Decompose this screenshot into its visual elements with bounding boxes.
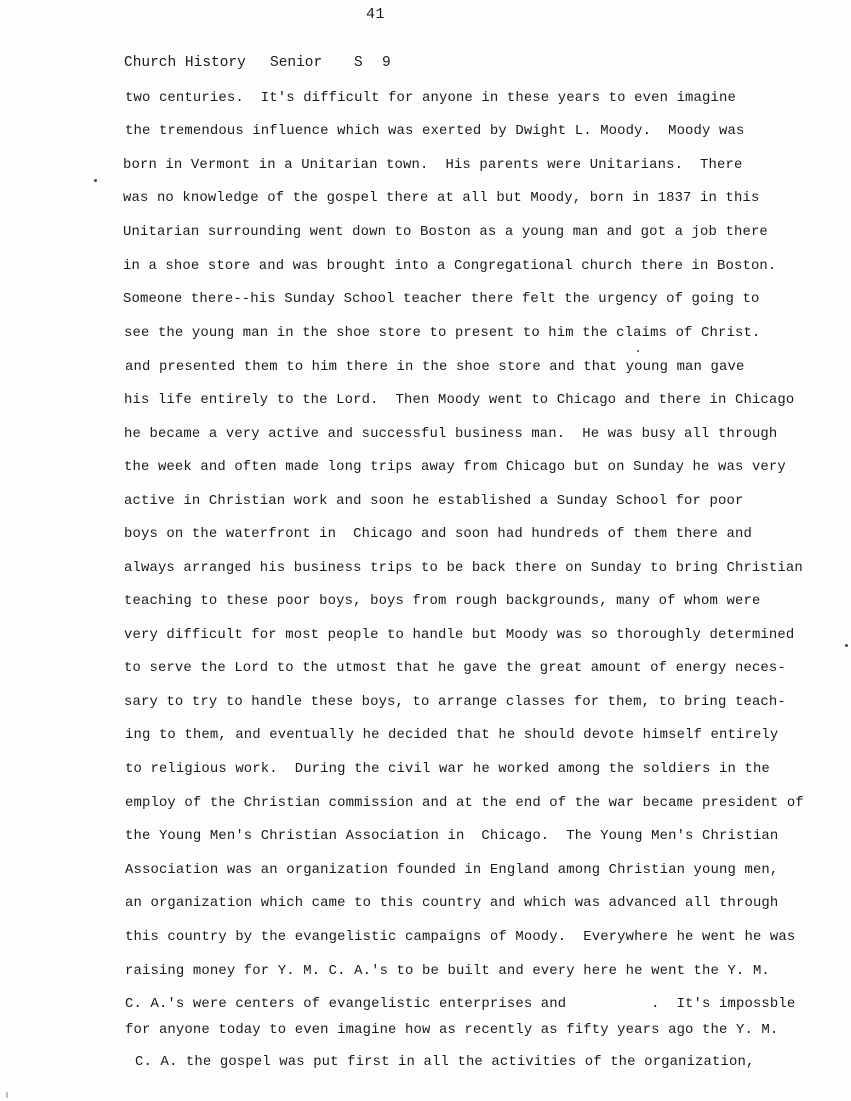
text-line: was no knowledge of the gospel there at all but Moody, born in 1837 in this — [123, 190, 760, 206]
page-number: 41 — [366, 6, 386, 23]
text-line: always arranged his business trips to be back there on Sunday to bring Christian — [124, 560, 803, 576]
stray-mark — [94, 179, 97, 182]
header-title: Church History — [124, 55, 246, 71]
header-level: Senior — [270, 55, 323, 71]
document-header — [124, 55, 391, 71]
text-line: and presented them to him there in the shoe store and that young man gave — [125, 359, 745, 375]
text-line: this country by the evangelistic campaigns of Moody. Everywhere he went he was — [125, 929, 796, 945]
text-line: ing to them, and eventually he decided that he should devote himself entirely — [125, 727, 779, 743]
text-line: the tremendous influence which was exerted by Dwight L. Moody. Moody was — [125, 123, 745, 139]
text-line: for anyone today to even imagine how as recently as fifty years ago the Y. M. — [125, 1022, 779, 1038]
text-line: active in Christian work and soon he established a Sunday School for poor — [124, 493, 744, 509]
text-line: Association was an organization founded in England among Christian young men, — [125, 862, 779, 878]
text-line: two centuries. It's difficult for anyone in these years to even imagine — [125, 90, 736, 106]
text-line: Unitarian surrounding went down to Boston as a young man and got a job there — [123, 224, 768, 240]
text-line: the week and often made long trips away from Chicago but on Sunday he was very — [124, 459, 786, 475]
header-section-number: 9 — [382, 55, 391, 71]
text-line: born in Vermont in a Unitarian town. His parents were Unitarians. There — [123, 157, 743, 173]
text-line: Someone there--his Sunday School teacher there felt the urgency of going to — [123, 291, 760, 307]
header-section-letter: S — [354, 55, 363, 71]
text-line: to serve the Lord to the utmost that he gave the great amount of energy neces- — [124, 660, 786, 676]
stray-mark — [637, 350, 639, 352]
text-line: to religious work. During the civil war he worked among the soldiers in the — [125, 761, 770, 777]
stray-mark — [6, 1092, 8, 1098]
text-line: his life entirely to the Lord. Then Moody went to Chicago and there in Chicago — [124, 392, 795, 408]
text-line: sary to try to handle these boys, to arrange classes for them, to bring teach- — [124, 694, 786, 710]
text-line: C. A.'s were centers of evangelistic enterprises and . It's impossble — [125, 996, 796, 1012]
text-line: the Young Men's Christian Association in Chicago. The Young Men's Christian — [125, 828, 779, 844]
text-line: very difficult for most people to handle but Moody was so thoroughly determined — [124, 627, 795, 643]
text-line: employ of the Christian commission and at the end of the war became president of — [125, 795, 804, 811]
text-line: C. A. the gospel was put first in all the activities of the organization, — [135, 1054, 755, 1070]
text-line: boys on the waterfront in Chicago and soon had hundreds of them there and — [124, 526, 752, 542]
text-line: teaching to these poor boys, boys from rough backgrounds, many of whom were — [124, 593, 761, 609]
stray-mark — [845, 644, 848, 647]
text-line: in a shoe store and was brought into a Congregational church there in Boston. — [123, 258, 777, 274]
text-line: raising money for Y. M. C. A.'s to be built and every here he went the Y. M. — [125, 963, 770, 979]
text-line: he became a very active and successful business man. He was busy all through — [124, 426, 778, 442]
text-line: see the young man in the shoe store to present to him the claims of Christ. — [124, 325, 761, 341]
text-line: an organization which came to this country and which was advanced all through — [125, 895, 779, 911]
